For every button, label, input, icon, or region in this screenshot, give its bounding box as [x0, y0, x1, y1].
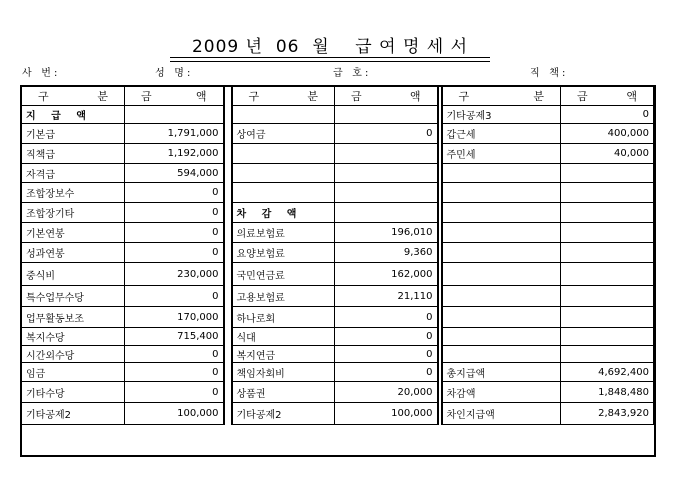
column-separator [224, 183, 232, 203]
title-underline-bottom [170, 61, 490, 62]
item-amount [335, 203, 438, 223]
item-label: 업무활동보조 [22, 307, 125, 328]
table-row [22, 382, 654, 403]
item-amount: 1,848,480 [561, 382, 654, 403]
item-amount [561, 243, 654, 263]
item-amount: 196,010 [335, 223, 438, 243]
item-label [232, 164, 335, 183]
item-amount [561, 346, 654, 363]
title-text: 2009 년 06 월 급 여 명 세 서 [191, 37, 469, 57]
item-amount: 0 [125, 223, 224, 243]
item-label: 갑근세 [442, 124, 561, 144]
item-label: 총지급액 [442, 363, 561, 382]
grade-label: 급 호 : [333, 68, 369, 79]
statement-title [150, 24, 510, 64]
employee-id-label: 사 번 : [22, 68, 58, 79]
item-amount: 0 [125, 382, 224, 403]
item-amount [561, 263, 654, 286]
table-row [22, 363, 654, 382]
header-amount: 금 액 [335, 87, 438, 106]
item-amount: 4,692,400 [561, 363, 654, 382]
item-amount: 0 [125, 363, 224, 382]
item-label [442, 307, 561, 328]
item-label: 상여금 [232, 124, 335, 144]
table-row [22, 346, 654, 363]
item-label: 국민연금료 [232, 263, 335, 286]
column-separator [224, 87, 232, 106]
item-amount: 0 [335, 124, 438, 144]
header-amount: 금 액 [125, 87, 224, 106]
pay-statement-table [21, 86, 654, 425]
item-label [442, 286, 561, 307]
item-amount: 170,000 [125, 307, 224, 328]
table-row [22, 307, 654, 328]
item-label: 기본급 [22, 124, 125, 144]
item-label: 성과연봉 [22, 243, 125, 263]
item-amount [561, 203, 654, 223]
item-label: 주민세 [442, 144, 561, 164]
column-separator [224, 382, 232, 403]
item-amount: 230,000 [125, 263, 224, 286]
item-amount: 400,000 [561, 124, 654, 144]
item-amount: 0 [335, 363, 438, 382]
item-label: 책임자회비 [232, 363, 335, 382]
item-label: 기타공제2 [22, 403, 125, 425]
column-separator [224, 164, 232, 183]
item-label [442, 346, 561, 363]
item-amount: 0 [335, 307, 438, 328]
item-amount: 0 [125, 286, 224, 307]
column-separator [224, 124, 232, 144]
item-amount: 20,000 [335, 382, 438, 403]
column-separator [224, 307, 232, 328]
column-separator [224, 346, 232, 363]
item-label [442, 328, 561, 346]
header-category: 구 분 [232, 87, 335, 106]
column-separator [224, 106, 232, 124]
header-amount: 금 액 [561, 87, 654, 106]
item-amount [561, 183, 654, 203]
item-label: 식대 [232, 328, 335, 346]
item-amount: 715,400 [125, 328, 224, 346]
table-row [22, 328, 654, 346]
item-label: 상품권 [232, 382, 335, 403]
item-amount: 594,000 [125, 164, 224, 183]
column-separator [224, 263, 232, 286]
column-separator [224, 328, 232, 346]
item-amount: 0 [125, 243, 224, 263]
item-amount: 100,000 [335, 403, 438, 425]
header-category: 구 분 [22, 87, 125, 106]
item-label: 차인지급액 [442, 403, 561, 425]
item-amount [561, 328, 654, 346]
item-label [442, 263, 561, 286]
header-category: 구 분 [442, 87, 561, 106]
item-label: 조합장보수 [22, 183, 125, 203]
item-amount: 9,360 [335, 243, 438, 263]
position-label: 직 책 : [530, 68, 566, 79]
item-label: 하나로회 [232, 307, 335, 328]
item-label: 요양보험료 [232, 243, 335, 263]
item-label: 차감액 [442, 382, 561, 403]
item-amount: 21,110 [335, 286, 438, 307]
table-row [22, 223, 654, 243]
item-label: 중식비 [22, 263, 125, 286]
item-amount: 1,192,000 [125, 144, 224, 164]
table-row [22, 183, 654, 203]
item-amount [335, 183, 438, 203]
item-label [442, 183, 561, 203]
item-amount [125, 106, 224, 124]
item-amount: 0 [125, 203, 224, 223]
section-heading: 지 급 액 [22, 106, 125, 124]
item-label: 고용보험료 [232, 286, 335, 307]
item-label: 특수업무수당 [22, 286, 125, 307]
table-row [22, 144, 654, 164]
item-amount: 0 [125, 183, 224, 203]
column-separator [224, 144, 232, 164]
item-amount [561, 307, 654, 328]
item-label [232, 106, 335, 124]
item-label [442, 223, 561, 243]
item-amount [561, 286, 654, 307]
item-label [232, 144, 335, 164]
item-label: 조합장기타 [22, 203, 125, 223]
item-amount: 0 [335, 328, 438, 346]
table-row [22, 243, 654, 263]
item-label: 의료보험료 [232, 223, 335, 243]
item-label [442, 164, 561, 183]
item-amount [335, 106, 438, 124]
item-label: 기타공제3 [442, 106, 561, 124]
column-separator [224, 203, 232, 223]
item-label [442, 243, 561, 263]
title-underline-top [170, 57, 490, 58]
item-label: 기타공제2 [232, 403, 335, 425]
item-label: 직책급 [22, 144, 125, 164]
table-row [22, 203, 654, 223]
item-amount: 162,000 [335, 263, 438, 286]
item-label: 임금 [22, 363, 125, 382]
item-amount [335, 144, 438, 164]
column-separator [224, 223, 232, 243]
table-row [22, 124, 654, 144]
column-separator [224, 363, 232, 382]
item-label [232, 183, 335, 203]
column-separator [224, 286, 232, 307]
item-amount: 2,843,920 [561, 403, 654, 425]
item-amount: 0 [125, 346, 224, 363]
table-row [22, 164, 654, 183]
employee-name-label: 성 명 : [155, 68, 191, 79]
column-separator [224, 243, 232, 263]
item-label: 복지수당 [22, 328, 125, 346]
item-label: 복지연금 [232, 346, 335, 363]
item-label: 기타수당 [22, 382, 125, 403]
item-amount [561, 223, 654, 243]
item-amount: 0 [561, 106, 654, 124]
item-amount [561, 164, 654, 183]
column-separator [224, 403, 232, 425]
table-row [22, 263, 654, 286]
item-amount [335, 164, 438, 183]
item-amount: 40,000 [561, 144, 654, 164]
table-row [22, 106, 654, 124]
table-header-row [22, 87, 654, 106]
item-amount: 0 [335, 346, 438, 363]
item-label: 자격급 [22, 164, 125, 183]
section-heading: 차 감 액 [232, 203, 335, 223]
item-label [442, 203, 561, 223]
table-row [22, 403, 654, 425]
item-amount: 1,791,000 [125, 124, 224, 144]
item-label: 시간외수당 [22, 346, 125, 363]
table-row [22, 286, 654, 307]
item-amount: 100,000 [125, 403, 224, 425]
item-label: 기본연봉 [22, 223, 125, 243]
